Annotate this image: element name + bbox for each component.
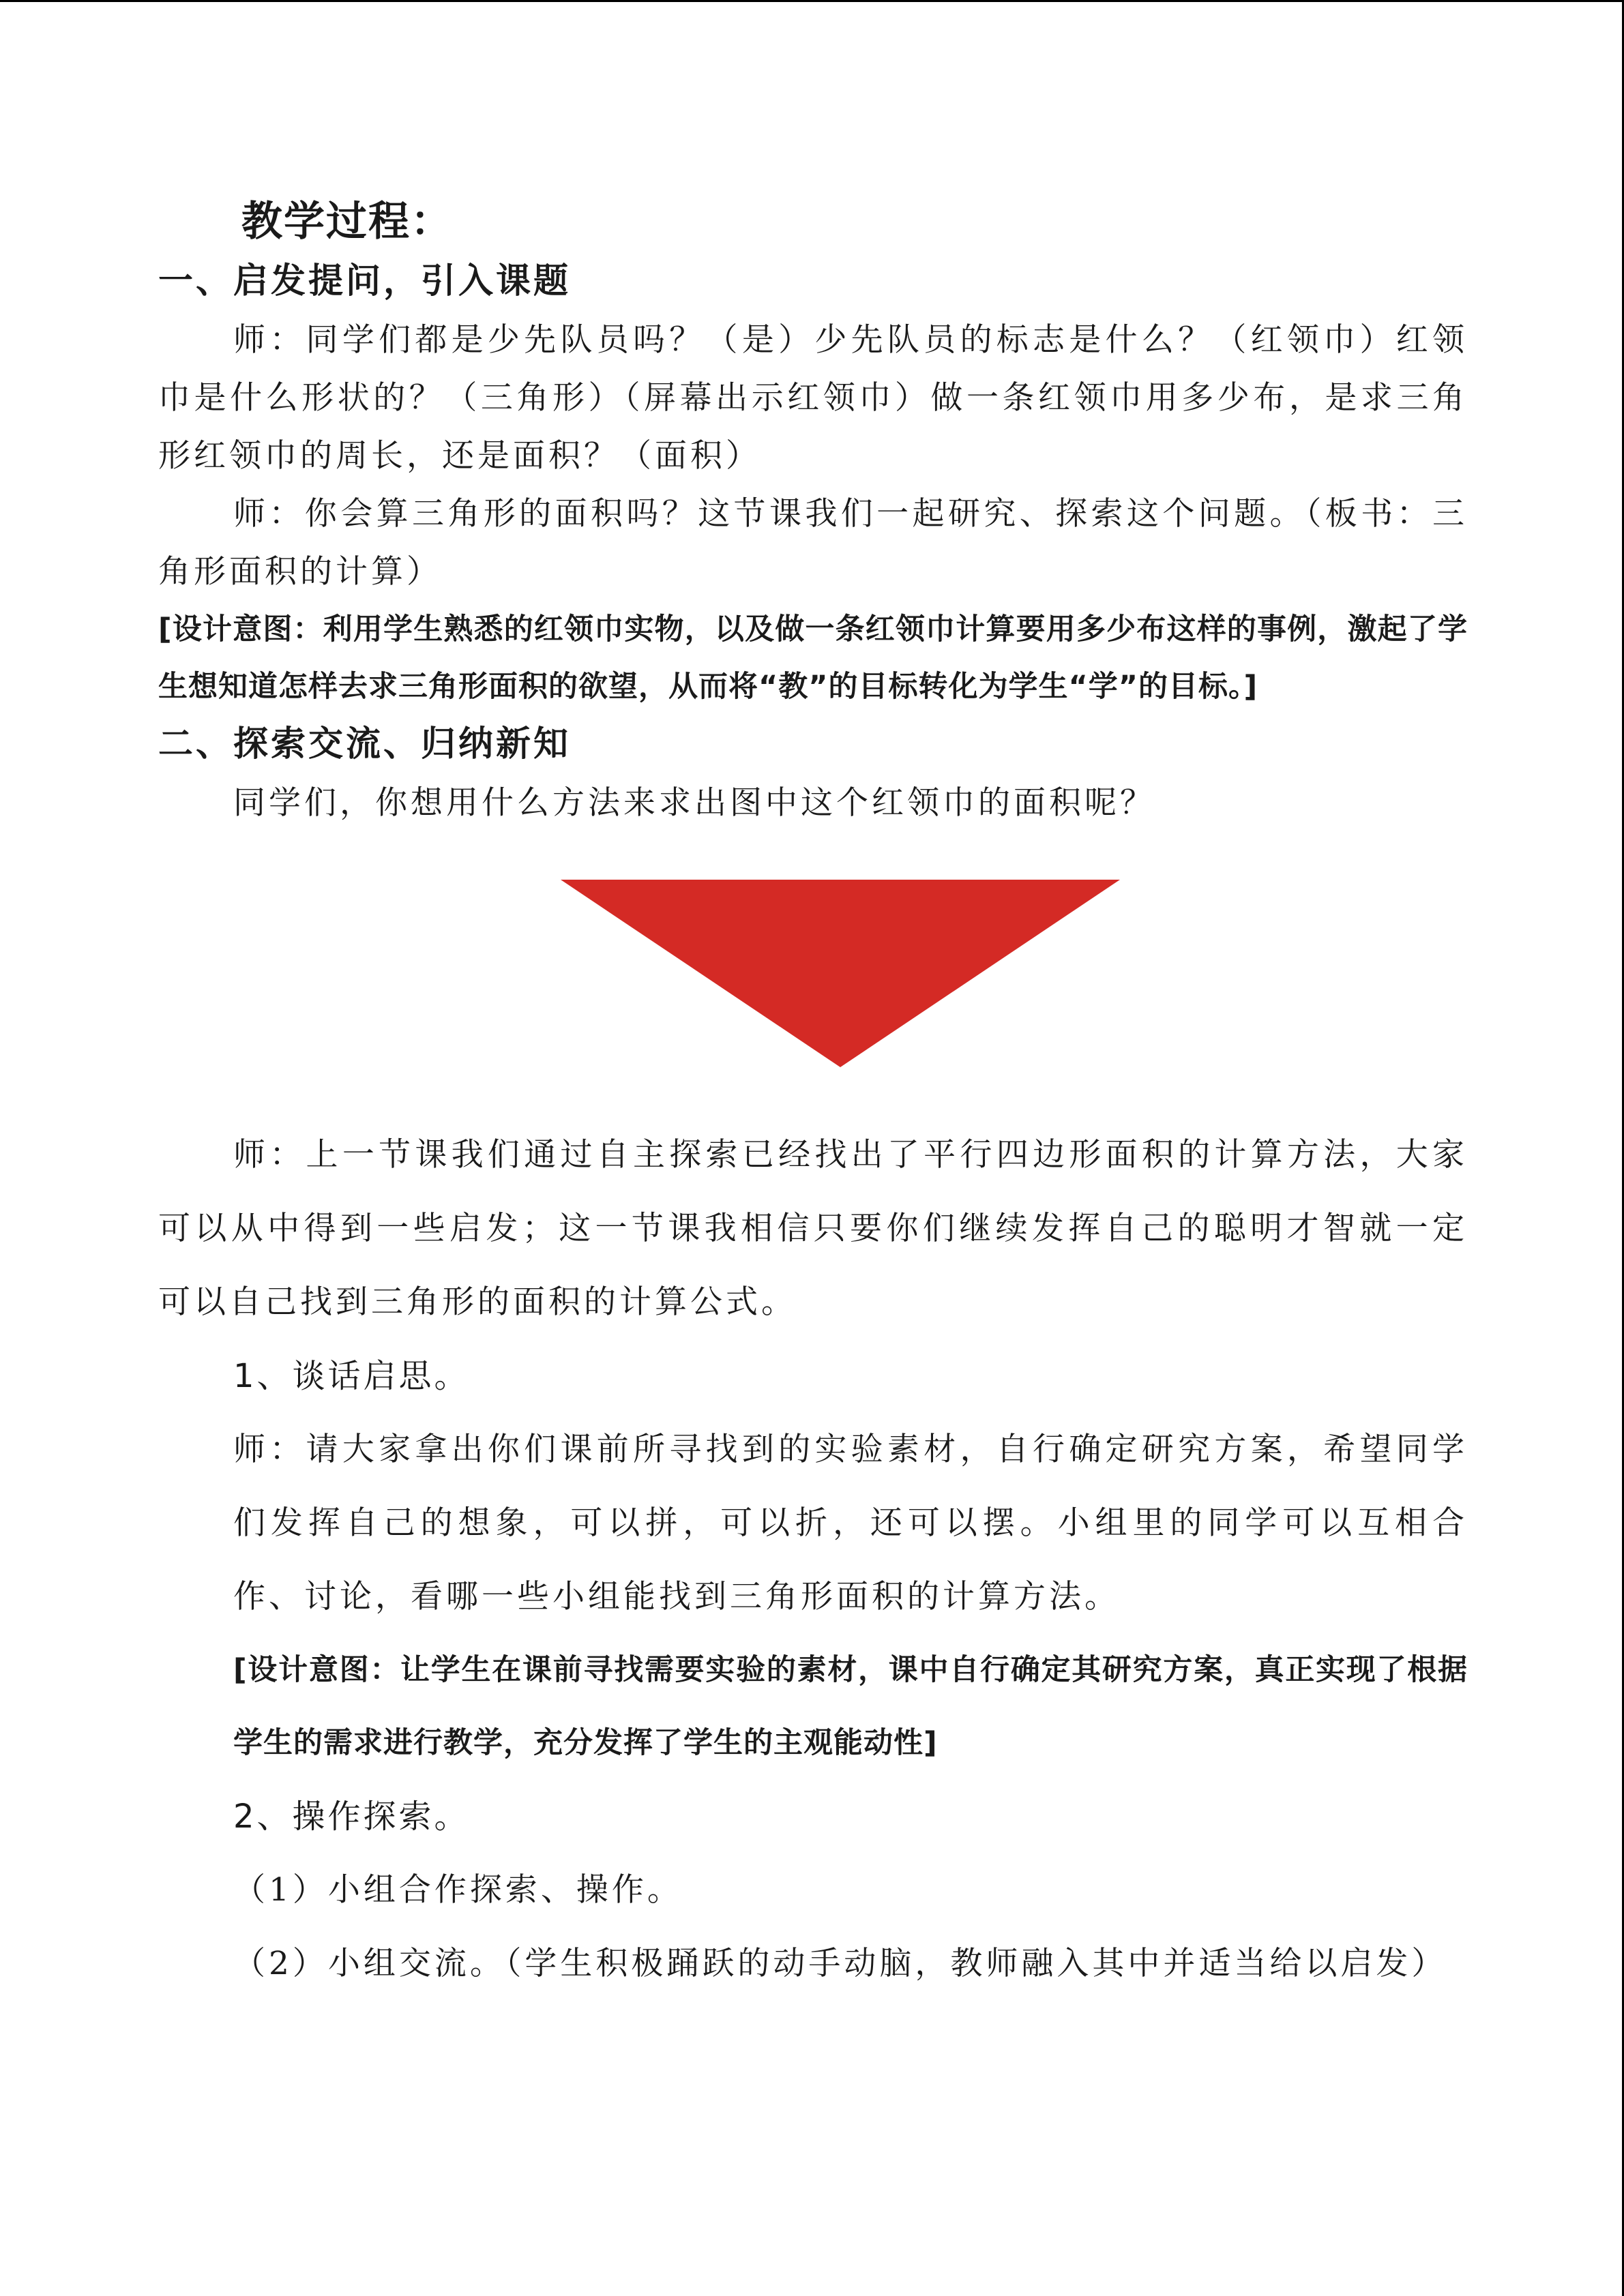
section-heading-1: 一、启发提问，引入课题	[158, 261, 572, 301]
paragraph-teacher-hint: 师：上一节课我们通过自主探索已经找出了平行四边形面积的计算方法，大家可以从中得到一些启发；这一节课我相信只要你们继续发挥自己的聪明才智就一定可以自己找到三角形的面积的计算公式。	[158, 1136, 1468, 1321]
page-title: 教学过程：	[241, 198, 453, 245]
step-1-block	[233, 1413, 1468, 1780]
paragraph-explore-question: 同学们，你想用什么方法来求出图中这个红领巾的面积呢？	[233, 784, 1155, 822]
step-heading-1: 1、谈话启思。	[233, 1357, 470, 1395]
section-heading-2: 二、探索交流、归纳新知	[158, 724, 572, 764]
step-heading-2: 2、操作探索。	[233, 1798, 470, 1836]
document-body	[158, 191, 1468, 2001]
red-scarf-triangle-icon	[561, 880, 1120, 1071]
red-scarf-figure	[158, 832, 1468, 1118]
paragraph-step-1: 师：请大家拿出你们课前所寻找到的实验素材，自行确定研究方案，希望同学们发挥自己的想象，可以拼，可以折，还可以摆。小组里的同学可以互相合作、讨论，看哪一些小组能找到三角形面积的计算方法。	[233, 1431, 1468, 1615]
paragraph-topic: 师：你会算三角形的面积吗？这节课我们一起研究、探索这个问题。（板书：三角形面积的计算）	[158, 495, 1468, 591]
design-intent-note-2: [设计意图：让学生在课前寻找需要实验的素材，课中自行确定其研究方案，真正实现了根据学生的需求进行教学，充分发挥了学生的主观能动性]	[233, 1653, 1468, 1760]
paragraph-intro-question: 师：同学们都是少先队员吗？（是）少先队员的标志是什么？（红领巾）红领巾是什么形状的？（三角形）（屏幕出示红领巾）做一条红领巾用多少布，是求三角形红领巾的周长，还是面积？（面积）	[158, 321, 1468, 475]
list-item: （1）小组合作探索、操作。	[233, 1871, 683, 1909]
list-item: （2）小组交流。（学生积极踊跃的动手动脑，教师融入其中并适当给以启发）	[233, 1945, 1447, 1982]
design-intent-note-1: [设计意图：利用学生熟悉的红领巾实物，以及做一条红领巾计算要用多少布这样的事例，激起了学生想知道怎样去求三角形面积的欲望，从而将“教”的目标转化为学生“学”的目标。]	[158, 612, 1468, 704]
